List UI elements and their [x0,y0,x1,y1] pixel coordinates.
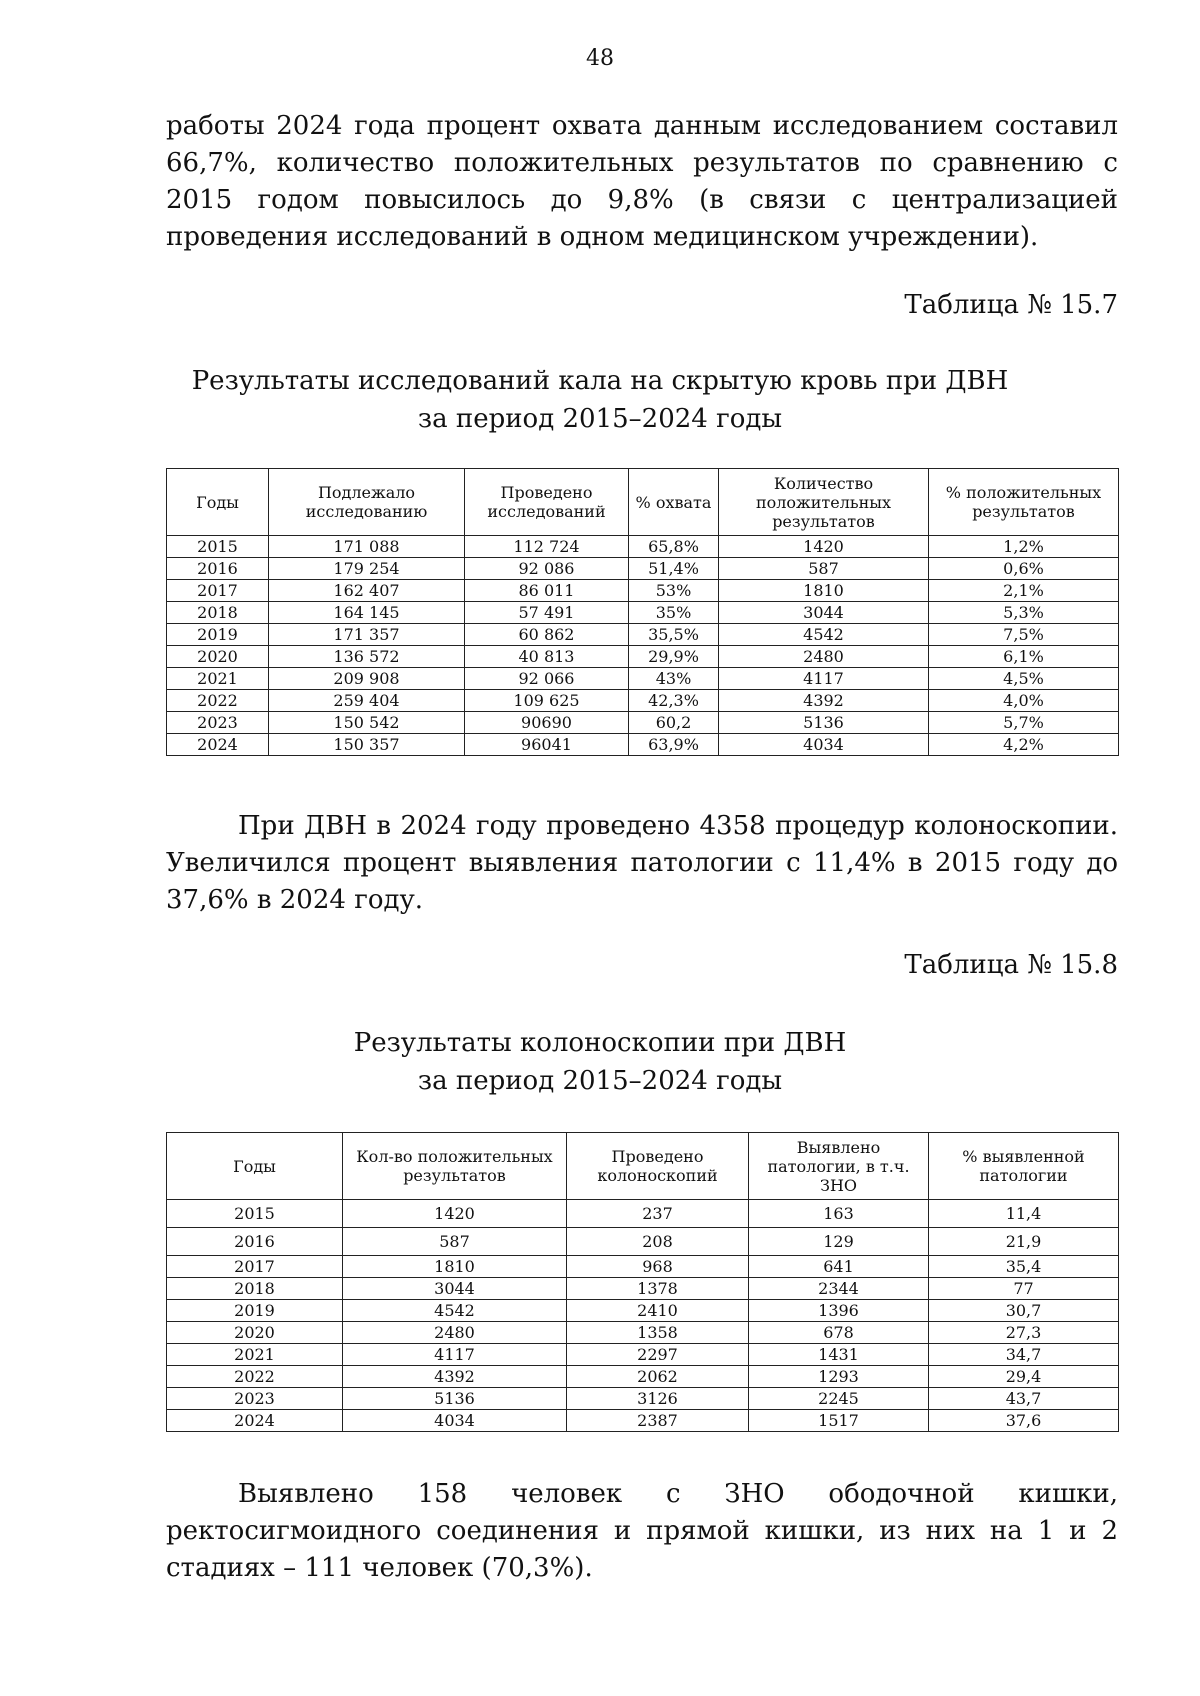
table-cell: 29,9% [629,646,719,668]
table-cell: 1431 [749,1344,929,1366]
table-cell: 2387 [567,1410,749,1432]
table-cell: 1517 [749,1410,929,1432]
table-cell: 3044 [343,1278,567,1300]
table-cell: 5,7% [929,712,1119,734]
column-header: % охвата [629,469,719,536]
table-cell: 2024 [167,1410,343,1432]
table-cell: 2020 [167,1322,343,1344]
table-row [167,1200,1119,1228]
table-cell: 5,3% [929,602,1119,624]
table-cell: 2019 [167,1300,343,1322]
table-row [167,1388,1119,1410]
table-cell: 40 813 [465,646,629,668]
table-cell: 1810 [719,580,929,602]
table-cell: 86 011 [465,580,629,602]
table-title-line: за период 2015–2024 годы [417,1066,783,1096]
table-cell: 3126 [567,1388,749,1410]
table-cell: 1810 [343,1256,567,1278]
column-header: Кол-во положительных результатов [343,1133,567,1200]
table-cell: 587 [343,1228,567,1256]
table-cell: 150 542 [269,712,465,734]
table-cell: 1420 [343,1200,567,1228]
table-cell: 2,1% [929,580,1119,602]
column-header: Годы [167,1133,343,1200]
table-title-line: Результаты колоноскопии при ДВН [353,1028,847,1058]
table-cell: 109 625 [465,690,629,712]
table-cell: 4,2% [929,734,1119,756]
column-header: % выявленной патологии [929,1133,1119,1200]
table-title-occult-blood [0,362,1200,438]
table-cell: 43% [629,668,719,690]
table-cell: 1378 [567,1278,749,1300]
table-row [167,734,1119,756]
table-cell: 90690 [465,712,629,734]
table-cell: 112 724 [465,536,629,558]
table-row [167,1410,1119,1432]
table-cell: 3044 [719,602,929,624]
table-cell: 63,9% [629,734,719,756]
table-cell: 0,6% [929,558,1119,580]
table-cell: 2023 [167,712,269,734]
table-row [167,712,1119,734]
table-row [167,580,1119,602]
paragraph-cancer-stages: Выявлено 158 человек с ЗНО ободочной кишки, ректосигмоидного соединения и прямой кишки, из них на 1 и 2 стадиях – 111 человек (70,3%). [166,1479,1118,1583]
table-cell: 5136 [719,712,929,734]
table-cell: 1,2% [929,536,1119,558]
table-cell: 179 254 [269,558,465,580]
table-cell: 4,0% [929,690,1119,712]
column-header: Проведено исследований [465,469,629,536]
table-cell: 150 357 [269,734,465,756]
table-cell: 2021 [167,668,269,690]
table-row [167,646,1119,668]
table-cell: 43,7 [929,1388,1119,1410]
table-cell: 237 [567,1200,749,1228]
table-cell: 34,7 [929,1344,1119,1366]
table-cell: 77 [929,1278,1119,1300]
table-cell: 164 145 [269,602,465,624]
table-row [167,558,1119,580]
table-cell: 2297 [567,1344,749,1366]
table-cell: 57 491 [465,602,629,624]
colonoscopy-table [166,1132,1119,1432]
table-row [167,668,1119,690]
table-cell: 2021 [167,1344,343,1366]
table-row [167,1228,1119,1256]
table-cell: 6,1% [929,646,1119,668]
table-cell: 2022 [167,690,269,712]
table-cell: 171 088 [269,536,465,558]
table-cell: 92 066 [465,668,629,690]
table-cell: 2245 [749,1388,929,1410]
table-cell: 2410 [567,1300,749,1322]
table-cell: 641 [749,1256,929,1278]
table-cell: 5136 [343,1388,567,1410]
table-cell: 2024 [167,734,269,756]
table-cell: 1420 [719,536,929,558]
table-title-line: за период 2015–2024 годы [417,404,783,434]
table-cell: 29,4 [929,1366,1119,1388]
table-cell: 27,3 [929,1322,1119,1344]
table-row [167,536,1119,558]
table-cell: 30,7 [929,1300,1119,1322]
table-cell: 92 086 [465,558,629,580]
table-cell: 4392 [343,1366,567,1388]
table-number-15-7: Таблица № 15.7 [904,290,1118,320]
table-header-row [167,469,1119,536]
table-cell: 2344 [749,1278,929,1300]
table-row [167,1366,1119,1388]
table-cell: 2016 [167,1228,343,1256]
paragraph-colonoscopy: При ДВН в 2024 году проведено 4358 процедур колоноскопии. Увеличился процент выявления патологии с 11,4% в 2015 году до 37,6% в 2024 году. [166,811,1118,915]
column-header: Проведено колоноскопий [567,1133,749,1200]
table-row [167,1344,1119,1366]
table-cell: 4,5% [929,668,1119,690]
table-cell: 4392 [719,690,929,712]
table-cell: 968 [567,1256,749,1278]
table-cell: 171 357 [269,624,465,646]
table-cell: 2480 [719,646,929,668]
table-cell: 2017 [167,1256,343,1278]
table-cell: 60,2 [629,712,719,734]
table-cell: 2015 [167,1200,343,1228]
table-cell: 1358 [567,1322,749,1344]
table-cell: 7,5% [929,624,1119,646]
page-number: 48 [586,46,614,71]
paragraph-coverage: работы 2024 года процент охвата данным исследованием составил 66,7%, количество положительных результатов по сравнению с 2015 годом повысилось до 9,8% (в связи с централизацией проведения исследований в одном медицинском учреждении). [166,111,1118,252]
table-row [167,602,1119,624]
table-cell: 2020 [167,646,269,668]
table-cell: 209 908 [269,668,465,690]
table-cell: 21,9 [929,1228,1119,1256]
table-cell: 42,3% [629,690,719,712]
table-cell: 163 [749,1200,929,1228]
table-cell: 4542 [719,624,929,646]
table-row [167,1278,1119,1300]
table-cell: 208 [567,1228,749,1256]
table-cell: 2023 [167,1388,343,1410]
table-cell: 2015 [167,536,269,558]
table-cell: 129 [749,1228,929,1256]
table-cell: 4117 [343,1344,567,1366]
table-cell: 259 404 [269,690,465,712]
column-header: % положительных результатов [929,469,1119,536]
table-cell: 2480 [343,1322,567,1344]
table-cell: 35,4 [929,1256,1119,1278]
column-header: Подлежало исследованию [269,469,465,536]
table-cell: 60 862 [465,624,629,646]
table-title-colonoscopy [0,1024,1200,1100]
table-cell: 587 [719,558,929,580]
table-number-15-8: Таблица № 15.8 [904,950,1118,980]
table-cell: 4034 [719,734,929,756]
table-cell: 96041 [465,734,629,756]
table-cell: 4117 [719,668,929,690]
table-title-line: Результаты исследований кала на скрытую кровь при ДВН [191,366,1009,396]
table-cell: 11,4 [929,1200,1119,1228]
column-header: Выявлено патологии, в т.ч. ЗНО [749,1133,929,1200]
table-cell: 2062 [567,1366,749,1388]
occult-blood-table [166,468,1119,756]
table-cell: 37,6 [929,1410,1119,1432]
table-cell: 2016 [167,558,269,580]
table-cell: 51,4% [629,558,719,580]
table-cell: 65,8% [629,536,719,558]
table-row [167,1256,1119,1278]
table-cell: 1293 [749,1366,929,1388]
table-cell: 2022 [167,1366,343,1388]
table-cell: 136 572 [269,646,465,668]
table-cell: 678 [749,1322,929,1344]
table-row [167,1300,1119,1322]
table-cell: 1396 [749,1300,929,1322]
table-cell: 35,5% [629,624,719,646]
table-header-row [167,1133,1119,1200]
table-row [167,690,1119,712]
table-cell: 162 407 [269,580,465,602]
table-cell: 2018 [167,602,269,624]
table-cell: 4542 [343,1300,567,1322]
table-row [167,624,1119,646]
table-cell: 53% [629,580,719,602]
column-header: Количество положительных результатов [719,469,929,536]
table-cell: 2018 [167,1278,343,1300]
table-cell: 2017 [167,580,269,602]
table-cell: 35% [629,602,719,624]
table-cell: 2019 [167,624,269,646]
table-cell: 4034 [343,1410,567,1432]
table-row [167,1322,1119,1344]
column-header: Годы [167,469,269,536]
